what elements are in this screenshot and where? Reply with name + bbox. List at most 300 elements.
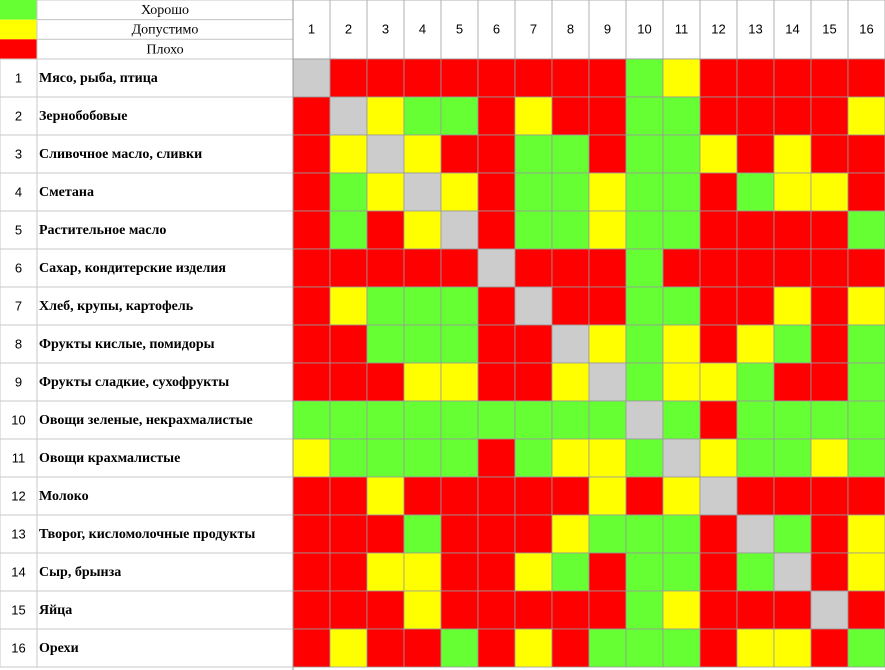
- row-number-1: 1: [14, 70, 23, 86]
- heat-cell-r7-c5: [441, 287, 478, 325]
- row-label-8: Фрукты кислые, помидоры: [39, 337, 215, 353]
- heat-cell-r11-c13: [737, 439, 774, 477]
- column-header-10: 10: [637, 21, 652, 37]
- heat-cell-r7-c2: [330, 287, 367, 325]
- heat-cell-r14-c3: [367, 553, 404, 591]
- heat-cell-r10-c8: [552, 401, 589, 439]
- heat-cell-r16-c10: [626, 629, 663, 667]
- heat-cell-r12-c13: [737, 477, 774, 515]
- column-header-12: 12: [711, 21, 726, 37]
- heat-cell-r10-c9: [589, 401, 626, 439]
- heat-cell-r15-c12: [700, 591, 737, 629]
- heat-cell-r9-c12: [700, 363, 737, 401]
- row-number-7: 7: [14, 298, 23, 314]
- heat-cell-r2-c8: [552, 97, 589, 135]
- heat-cell-r10-c15: [811, 401, 848, 439]
- heat-cell-r13-c15: [811, 515, 848, 553]
- heat-cell-r2-c4: [404, 97, 441, 135]
- heat-cell-r5-c3: [367, 211, 404, 249]
- heat-cell-r16-c6: [478, 629, 515, 667]
- heat-cell-r1-c7: [515, 59, 552, 97]
- heat-cell-r6-c12: [700, 249, 737, 287]
- heat-cell-r2-c10: [626, 97, 663, 135]
- heat-cell-r11-c5: [441, 439, 478, 477]
- heat-cell-r4-c14: [774, 173, 811, 211]
- heat-cell-r5-c16: [848, 211, 885, 249]
- heat-cell-r13-c12: [700, 515, 737, 553]
- row-label-15: Яйца: [39, 603, 73, 619]
- heat-cell-r11-c16: [848, 439, 885, 477]
- row-number-13: 13: [11, 526, 26, 542]
- heat-cell-r3-c1: [293, 135, 330, 173]
- heat-cell-r16-c15: [811, 629, 848, 667]
- heat-cell-r15-c6: [478, 591, 515, 629]
- column-header-8: 8: [566, 21, 575, 37]
- heat-cell-r14-c16: [848, 553, 885, 591]
- heat-cell-r14-c7: [515, 553, 552, 591]
- heat-cell-r11-c15: [811, 439, 848, 477]
- heat-cell-r6-c5: [441, 249, 478, 287]
- row-label-5: Растительное масло: [39, 223, 167, 239]
- heat-cell-r1-c15: [811, 59, 848, 97]
- heat-cell-r5-c6: [478, 211, 515, 249]
- row-label-7: Хлеб, крупы, картофель: [39, 299, 194, 315]
- heat-cell-r5-c8: [552, 211, 589, 249]
- heat-cell-r15-c11: [663, 591, 700, 629]
- heat-cell-r14-c15: [811, 553, 848, 591]
- heat-cell-r13-c4: [404, 515, 441, 553]
- heat-cell-r10-c13: [737, 401, 774, 439]
- heat-cell-r3-c5: [441, 135, 478, 173]
- heat-cell-r14-c2: [330, 553, 367, 591]
- heat-cell-r9-c7: [515, 363, 552, 401]
- heat-cell-r12-c12: [700, 477, 737, 515]
- heat-cell-r4-c1: [293, 173, 330, 211]
- heat-cell-r2-c7: [515, 97, 552, 135]
- heat-cell-r6-c16: [848, 249, 885, 287]
- heat-cell-r15-c3: [367, 591, 404, 629]
- heat-cell-r16-c5: [441, 629, 478, 667]
- row-label-12: Молоко: [39, 489, 89, 505]
- heat-cell-r2-c3: [367, 97, 404, 135]
- heat-cell-r6-c13: [737, 249, 774, 287]
- heat-cell-r14-c13: [737, 553, 774, 591]
- heat-cell-r5-c5: [441, 211, 478, 249]
- heat-cell-r8-c15: [811, 325, 848, 363]
- heat-cell-r15-c8: [552, 591, 589, 629]
- heat-cell-r4-c6: [478, 173, 515, 211]
- heat-cell-r9-c9: [589, 363, 626, 401]
- heat-cell-r6-c9: [589, 249, 626, 287]
- heat-cell-r13-c11: [663, 515, 700, 553]
- heat-cell-r16-c1: [293, 629, 330, 667]
- row-number-15: 15: [11, 602, 26, 618]
- heat-cell-r3-c16: [848, 135, 885, 173]
- heat-cell-r12-c3: [367, 477, 404, 515]
- heat-cell-r6-c6: [478, 249, 515, 287]
- heat-cell-r4-c15: [811, 173, 848, 211]
- heat-cell-r14-c10: [626, 553, 663, 591]
- row-number-8: 8: [14, 336, 23, 352]
- heat-cell-r10-c7: [515, 401, 552, 439]
- heat-cell-r12-c8: [552, 477, 589, 515]
- heat-cell-r10-c16: [848, 401, 885, 439]
- heat-cell-r8-c1: [293, 325, 330, 363]
- heat-cell-r12-c7: [515, 477, 552, 515]
- heat-cell-r10-c4: [404, 401, 441, 439]
- heat-cell-r16-c7: [515, 629, 552, 667]
- heat-cell-r9-c5: [441, 363, 478, 401]
- heat-cell-r9-c13: [737, 363, 774, 401]
- heat-cell-r8-c4: [404, 325, 441, 363]
- heat-cell-r16-c16: [848, 629, 885, 667]
- heat-cell-r12-c14: [774, 477, 811, 515]
- row-number-10: 10: [11, 412, 26, 428]
- heat-cell-r8-c5: [441, 325, 478, 363]
- heat-cell-r4-c4: [404, 173, 441, 211]
- row-number-4: 4: [14, 184, 23, 200]
- heat-cell-r4-c9: [589, 173, 626, 211]
- heat-cell-r2-c12: [700, 97, 737, 135]
- heat-cell-r7-c8: [552, 287, 589, 325]
- column-header-4: 4: [418, 21, 427, 37]
- heat-cell-r16-c12: [700, 629, 737, 667]
- heat-cell-r13-c3: [367, 515, 404, 553]
- heat-cell-r6-c2: [330, 249, 367, 287]
- heat-cell-r6-c10: [626, 249, 663, 287]
- heat-cell-r8-c16: [848, 325, 885, 363]
- heat-cell-r16-c11: [663, 629, 700, 667]
- heat-cell-r12-c16: [848, 477, 885, 515]
- legend-label-1: Хорошо: [140, 3, 190, 19]
- heat-cell-r13-c13: [737, 515, 774, 553]
- row-number-16: 16: [11, 640, 26, 656]
- heat-cell-r5-c1: [293, 211, 330, 249]
- heat-cell-r1-c9: [589, 59, 626, 97]
- heat-cell-r9-c3: [367, 363, 404, 401]
- column-header-5: 5: [455, 21, 464, 37]
- heat-cell-r1-c16: [848, 59, 885, 97]
- heat-cell-r16-c13: [737, 629, 774, 667]
- row-number-5: 5: [14, 222, 23, 238]
- row-number-11: 11: [11, 450, 26, 466]
- heat-cell-r1-c8: [552, 59, 589, 97]
- row-label-2: Зернобобовые: [39, 109, 128, 125]
- heat-cell-r11-c3: [367, 439, 404, 477]
- heat-cell-r3-c4: [404, 135, 441, 173]
- heat-cell-r13-c9: [589, 515, 626, 553]
- heat-cell-r15-c5: [441, 591, 478, 629]
- heat-cell-r13-c7: [515, 515, 552, 553]
- heat-cell-r16-c4: [404, 629, 441, 667]
- heat-cell-r15-c14: [774, 591, 811, 629]
- heat-cell-r9-c2: [330, 363, 367, 401]
- heat-cell-r1-c13: [737, 59, 774, 97]
- heat-cell-r1-c14: [774, 59, 811, 97]
- heat-cell-r5-c12: [700, 211, 737, 249]
- column-header-13: 13: [748, 21, 763, 37]
- heat-cell-r1-c5: [441, 59, 478, 97]
- heat-cell-r6-c7: [515, 249, 552, 287]
- column-header-1: 1: [307, 21, 316, 37]
- heat-cell-r16-c2: [330, 629, 367, 667]
- heat-cell-r2-c5: [441, 97, 478, 135]
- heat-cell-r2-c13: [737, 97, 774, 135]
- column-header-6: 6: [492, 21, 501, 37]
- heat-cell-r5-c9: [589, 211, 626, 249]
- heat-cell-r14-c8: [552, 553, 589, 591]
- heat-cell-r15-c2: [330, 591, 367, 629]
- heat-cell-r1-c1: [293, 59, 330, 97]
- heat-cell-r11-c8: [552, 439, 589, 477]
- column-header-3: 3: [381, 21, 390, 37]
- column-header-7: 7: [529, 21, 538, 37]
- heat-cell-r8-c6: [478, 325, 515, 363]
- heat-cell-r5-c2: [330, 211, 367, 249]
- row-number-9: 9: [14, 374, 23, 390]
- heat-cell-r16-c3: [367, 629, 404, 667]
- heat-cell-r7-c13: [737, 287, 774, 325]
- heat-cell-r11-c4: [404, 439, 441, 477]
- heat-cell-r12-c5: [441, 477, 478, 515]
- row-label-16: Орехи: [39, 641, 79, 657]
- heat-cell-r10-c1: [293, 401, 330, 439]
- column-header-9: 9: [603, 21, 612, 37]
- heat-cell-r8-c12: [700, 325, 737, 363]
- row-label-11: Овощи крахмалистые: [39, 451, 181, 467]
- heat-cell-r4-c8: [552, 173, 589, 211]
- heat-cell-r11-c10: [626, 439, 663, 477]
- row-label-3: Сливочное масло, сливки: [39, 147, 203, 163]
- heat-cell-r14-c12: [700, 553, 737, 591]
- heat-cell-r9-c15: [811, 363, 848, 401]
- heat-cell-r13-c6: [478, 515, 515, 553]
- heat-cell-r1-c4: [404, 59, 441, 97]
- heat-cell-r10-c3: [367, 401, 404, 439]
- heat-cell-r8-c10: [626, 325, 663, 363]
- heat-cell-r11-c7: [515, 439, 552, 477]
- heat-cell-r12-c2: [330, 477, 367, 515]
- heat-cell-r4-c13: [737, 173, 774, 211]
- heat-cell-r1-c3: [367, 59, 404, 97]
- heat-cell-r3-c12: [700, 135, 737, 173]
- heat-cell-r9-c8: [552, 363, 589, 401]
- heat-cell-r3-c11: [663, 135, 700, 173]
- heat-cell-r3-c6: [478, 135, 515, 173]
- row-label-13: Творог, кисломолочные продукты: [39, 527, 256, 543]
- heat-cell-r11-c14: [774, 439, 811, 477]
- heat-cell-r14-c11: [663, 553, 700, 591]
- heat-cell-r4-c11: [663, 173, 700, 211]
- row-number-14: 14: [11, 564, 26, 580]
- heat-cell-r2-c15: [811, 97, 848, 135]
- heat-cell-r15-c15: [811, 591, 848, 629]
- column-header-11: 11: [674, 21, 689, 37]
- heat-cell-r10-c11: [663, 401, 700, 439]
- heat-cell-r10-c2: [330, 401, 367, 439]
- heat-cell-r1-c10: [626, 59, 663, 97]
- heat-cell-r10-c10: [626, 401, 663, 439]
- heat-cell-r12-c4: [404, 477, 441, 515]
- heat-cell-r9-c14: [774, 363, 811, 401]
- heat-cell-r4-c7: [515, 173, 552, 211]
- heat-cell-r15-c10: [626, 591, 663, 629]
- heat-cell-r13-c1: [293, 515, 330, 553]
- heat-cell-r2-c16: [848, 97, 885, 135]
- heat-cell-r16-c9: [589, 629, 626, 667]
- heat-cell-r6-c8: [552, 249, 589, 287]
- heat-cell-r11-c12: [700, 439, 737, 477]
- heat-cell-r11-c9: [589, 439, 626, 477]
- heat-cell-r7-c7: [515, 287, 552, 325]
- heat-cell-r7-c15: [811, 287, 848, 325]
- heat-cell-r13-c10: [626, 515, 663, 553]
- heat-cell-r1-c11: [663, 59, 700, 97]
- heat-cell-r3-c8: [552, 135, 589, 173]
- column-header-16: 16: [859, 21, 874, 37]
- heat-cell-r7-c6: [478, 287, 515, 325]
- row-number-2: 2: [14, 108, 23, 124]
- heat-cell-r8-c9: [589, 325, 626, 363]
- legend-label-3: Плохо: [146, 42, 184, 58]
- heat-cell-r16-c14: [774, 629, 811, 667]
- heat-cell-r8-c13: [737, 325, 774, 363]
- heat-cell-r10-c14: [774, 401, 811, 439]
- heat-cell-r8-c7: [515, 325, 552, 363]
- heat-cell-r14-c1: [293, 553, 330, 591]
- heat-cell-r15-c7: [515, 591, 552, 629]
- row-number-6: 6: [14, 260, 23, 276]
- heat-cell-r4-c3: [367, 173, 404, 211]
- legend-swatch-1: [0, 0, 37, 20]
- row-label-10: Овощи зеленые, некрахмалистые: [39, 413, 253, 429]
- heat-cell-r7-c10: [626, 287, 663, 325]
- heat-cell-r15-c1: [293, 591, 330, 629]
- heat-cell-r3-c9: [589, 135, 626, 173]
- heat-cell-r13-c2: [330, 515, 367, 553]
- heat-cell-r11-c11: [663, 439, 700, 477]
- legend-swatch-3: [0, 39, 37, 59]
- heat-cell-r6-c4: [404, 249, 441, 287]
- row-label-1: Мясо, рыба, птица: [39, 71, 158, 87]
- heat-cell-r15-c16: [848, 591, 885, 629]
- heat-cell-r2-c14: [774, 97, 811, 135]
- heat-cell-r9-c16: [848, 363, 885, 401]
- heat-cell-r4-c2: [330, 173, 367, 211]
- heat-cell-r11-c2: [330, 439, 367, 477]
- heat-cell-r6-c1: [293, 249, 330, 287]
- heat-cell-r12-c1: [293, 477, 330, 515]
- heat-cell-r2-c6: [478, 97, 515, 135]
- row-number-12: 12: [11, 488, 26, 504]
- column-header-14: 14: [785, 21, 800, 37]
- row-label-9: Фрукты сладкие, сухофрукты: [39, 375, 230, 391]
- heat-cell-r6-c11: [663, 249, 700, 287]
- heat-cell-r5-c7: [515, 211, 552, 249]
- heat-cell-r4-c10: [626, 173, 663, 211]
- heat-cell-r12-c9: [589, 477, 626, 515]
- heat-cell-r4-c16: [848, 173, 885, 211]
- heat-cell-r14-c6: [478, 553, 515, 591]
- heat-cell-r9-c11: [663, 363, 700, 401]
- heat-cell-r10-c12: [700, 401, 737, 439]
- row-label-14: Сыр, брынза: [39, 565, 122, 581]
- heat-cell-r12-c6: [478, 477, 515, 515]
- heat-cell-r6-c14: [774, 249, 811, 287]
- heat-cell-r13-c14: [774, 515, 811, 553]
- heat-cell-r5-c4: [404, 211, 441, 249]
- row-number-3: 3: [14, 146, 23, 162]
- heat-cell-r5-c15: [811, 211, 848, 249]
- heat-cell-r3-c15: [811, 135, 848, 173]
- heat-cell-r8-c8: [552, 325, 589, 363]
- heat-cell-r14-c4: [404, 553, 441, 591]
- heat-cell-r2-c9: [589, 97, 626, 135]
- row-label-6: Сахар, кондитерские изделия: [39, 261, 226, 277]
- heat-cell-r6-c3: [367, 249, 404, 287]
- column-header-15: 15: [822, 21, 837, 37]
- heat-cell-r15-c9: [589, 591, 626, 629]
- heat-cell-r4-c12: [700, 173, 737, 211]
- heat-cell-r8-c2: [330, 325, 367, 363]
- heat-cell-r7-c3: [367, 287, 404, 325]
- heat-cell-r9-c1: [293, 363, 330, 401]
- row-name-cell: [37, 591, 293, 629]
- heat-cell-r14-c14: [774, 553, 811, 591]
- heat-cell-r2-c2: [330, 97, 367, 135]
- heat-cell-r2-c11: [663, 97, 700, 135]
- heat-cell-r10-c5: [441, 401, 478, 439]
- heat-cell-r12-c10: [626, 477, 663, 515]
- heat-cell-r12-c11: [663, 477, 700, 515]
- heat-cell-r1-c12: [700, 59, 737, 97]
- heat-cell-r9-c10: [626, 363, 663, 401]
- heat-cell-r3-c3: [367, 135, 404, 173]
- heat-cell-r3-c2: [330, 135, 367, 173]
- heat-cell-r5-c14: [774, 211, 811, 249]
- heat-cell-r12-c15: [811, 477, 848, 515]
- row-label-4: Сметана: [39, 185, 94, 201]
- heat-cell-r7-c16: [848, 287, 885, 325]
- heat-cell-r13-c16: [848, 515, 885, 553]
- heat-cell-r3-c10: [626, 135, 663, 173]
- legend-label-2: Допустимо: [131, 22, 199, 38]
- heat-cell-r14-c9: [589, 553, 626, 591]
- heat-cell-r8-c11: [663, 325, 700, 363]
- heat-cell-r7-c11: [663, 287, 700, 325]
- heat-cell-r5-c13: [737, 211, 774, 249]
- heat-cell-r9-c4: [404, 363, 441, 401]
- heat-cell-r10-c6: [478, 401, 515, 439]
- heat-cell-r3-c7: [515, 135, 552, 173]
- heat-cell-r1-c2: [330, 59, 367, 97]
- heat-cell-r9-c6: [478, 363, 515, 401]
- heat-cell-r7-c14: [774, 287, 811, 325]
- heat-cell-r5-c10: [626, 211, 663, 249]
- heat-cell-r7-c1: [293, 287, 330, 325]
- legend-swatch-2: [0, 20, 37, 40]
- heat-cell-r5-c11: [663, 211, 700, 249]
- heat-cell-r3-c14: [774, 135, 811, 173]
- heat-cell-r8-c14: [774, 325, 811, 363]
- column-header-2: 2: [344, 21, 353, 37]
- heat-cell-r2-c1: [293, 97, 330, 135]
- heat-cell-r7-c9: [589, 287, 626, 325]
- heat-cell-r15-c4: [404, 591, 441, 629]
- heat-cell-r3-c13: [737, 135, 774, 173]
- heat-cell-r13-c8: [552, 515, 589, 553]
- heat-cell-r7-c4: [404, 287, 441, 325]
